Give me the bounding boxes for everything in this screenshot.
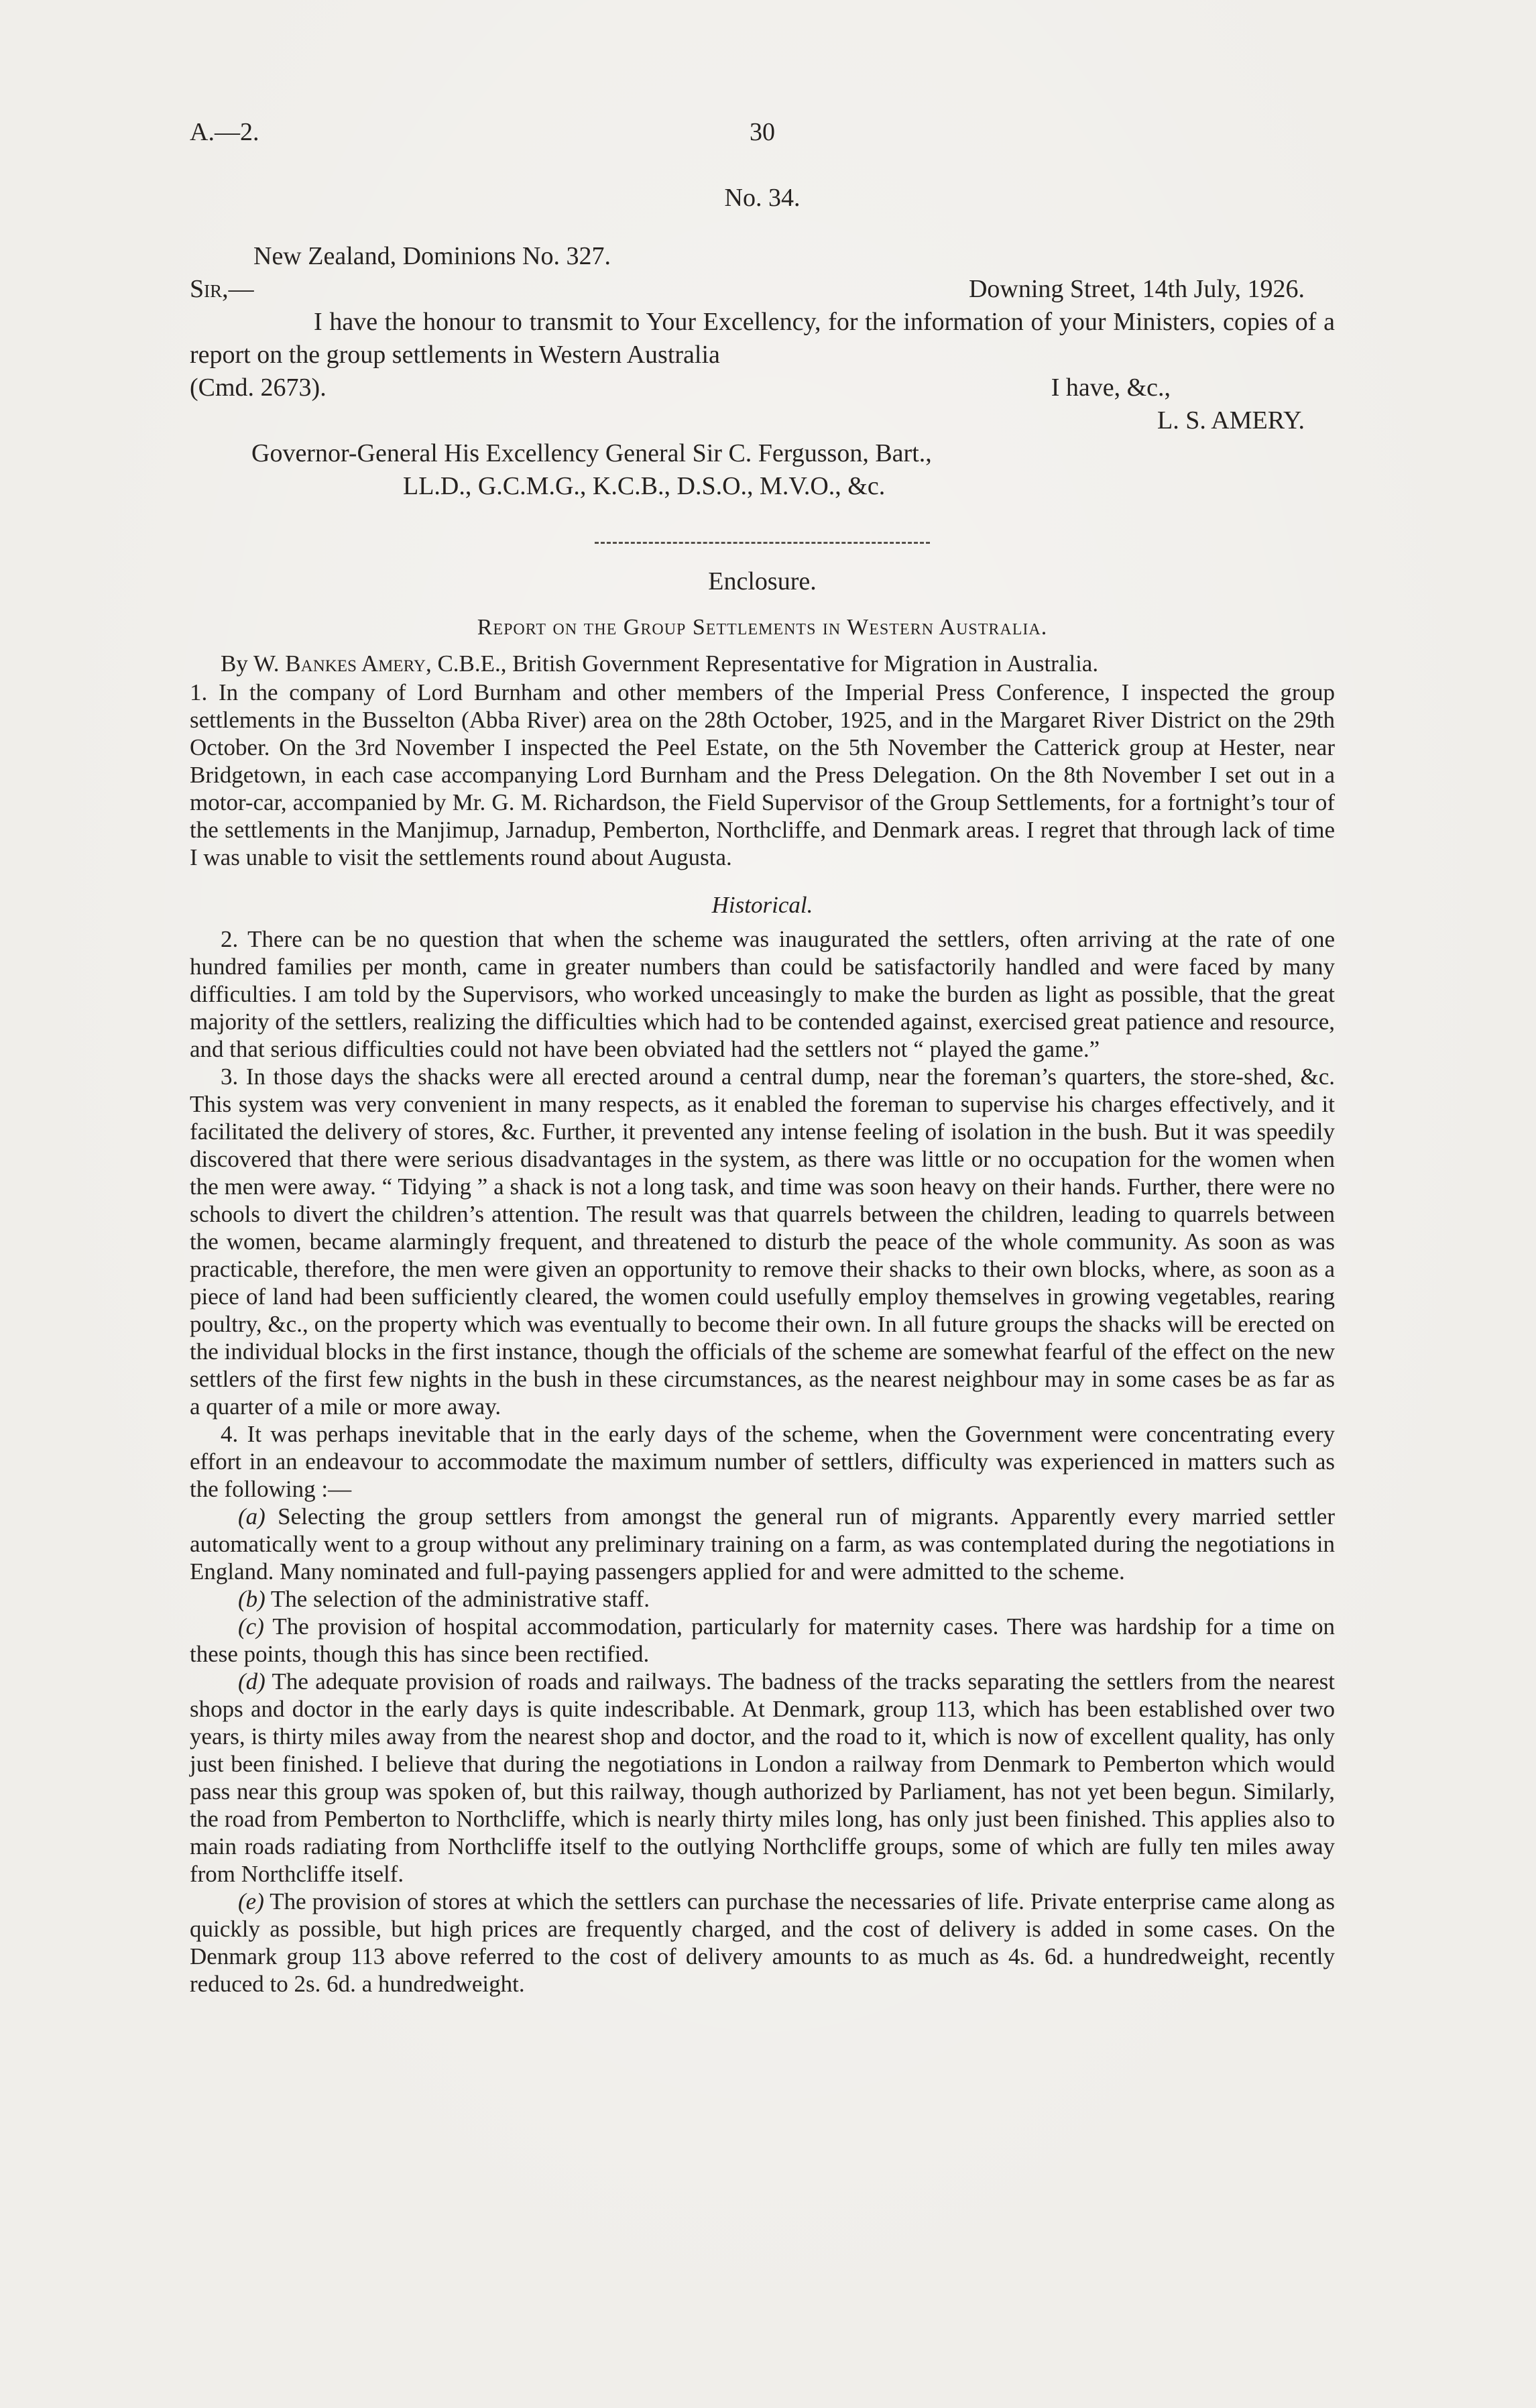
page-number: 30 — [750, 118, 775, 146]
report-byline — [190, 650, 1335, 677]
byline-prefix: By W. — [221, 650, 286, 677]
list-item-text: The provision of hospital accommodation, particularly for maternity cases. There was hardship for a time on these points, though this has since been rectified. — [190, 1613, 1335, 1667]
report-list-item-e — [190, 1888, 1335, 1998]
salutation-row — [190, 273, 1335, 306]
byline-suffix: , C.B.E., British Government Representative for Migration in Australia. — [425, 650, 1099, 677]
list-item-text: The provision of stores at which the settlers can purchase the necessaries of life. Private enterprise came along as quickly as possible, but high prices are frequently charged, and the cost of delivery is added in some cases. On the Denmark group 113 above referred to the cost of delivery amounts to as much as 4s. 6d. a hundredweight, recently reduced to 2s. 6d. a hundredweight. — [190, 1888, 1335, 1997]
signature: L. S. AMERY. — [1157, 406, 1305, 435]
document-reference: A.—2. — [190, 118, 259, 146]
section-divider — [595, 542, 930, 544]
addressee-line-2: LL.D., G.C.M.G., K.C.B., D.S.O., M.V.O., &c. — [403, 472, 886, 500]
report-body — [190, 650, 1335, 1998]
list-item-text: The selection of the administrative staff. — [265, 1586, 650, 1612]
report-paragraph-1: 1. In the company of Lord Burnham and other members of the Imperial Press Conference, I inspected the group settlements in the Busselton (Abba River) area on the 28th October, 1925, and in the Margaret River District on the 29th October. On the 3rd November I inspected the Peel Estate, on the 5th November the Catterick group at Hester, near Bridgetown, in each case accompanying Lord Burnham and the Press Delegation. On the 8th November I set out in a motor-car, accompanied by Mr. G. M. Richardson, the Field Supervisor of the Group Settlements, for a fortnight’s tour of the settlements in the Manjimup, Jarnadup, Pemberton, Northcliffe, and Denmark areas. I regret that through lack of time I was unable to visit the settlements round about Augusta. — [190, 679, 1335, 870]
item-number-heading: No. 34. — [724, 184, 801, 212]
valediction: I have, &c., — [1051, 374, 1171, 402]
report-list-item-c — [190, 1613, 1335, 1668]
list-item-label: (a) — [238, 1503, 265, 1530]
byline-author-name: Bankes Amery — [285, 650, 426, 677]
command-paper-reference: (Cmd. 2673). — [190, 374, 327, 402]
list-item-label: (c) — [238, 1613, 264, 1640]
despatch-reference: New Zealand, Dominions No. 327. — [253, 242, 611, 270]
list-item-label: (e) — [238, 1888, 264, 1914]
dateline: Downing Street, 14th July, 1926. — [968, 275, 1305, 303]
list-item-label: (b) — [238, 1586, 265, 1612]
letter-last-line — [190, 371, 1335, 404]
report-paragraph-4: 4. It was perhaps inevitable that in the early days of the scheme, when the Government were concentrating every effort in an endeavour to accommodate the maximum number of settlers, difficulty was experienced in matters such as the following :— — [190, 1421, 1335, 1502]
list-item-text: Selecting the group settlers from amongst the general run of migrants. Apparently every married settler automatically went to a group without any preliminary training on a farm, as was contemplated during the negotiations in England. Many nominated and full-paying passengers applied for and were admitted to the scheme. — [190, 1503, 1335, 1585]
list-item-label: (d) — [238, 1668, 265, 1695]
report-paragraph-3: 3. In those days the shacks were all erected around a central dump, near the foreman’s quarters, the store-shed, &c. This system was very convenient in many respects, as it enabled the foreman to supervise his charges effectively, and it facilitated the delivery of stores, &c. Further, it prevented any intense feeling of isolation in the bush. But it was speedily discovered that there were serious disadvantages in the system, as there was little or no occupation for the women when the men were away. “ Tidying ” a shack is not a long task, and time was soon heavy on their hands. Further, there were no schools to divert the children’s attention. The result was that quarrels between the children, leading to quarrels between the women, became alarmingly frequent, and threatened to disturb the peace of the whole community. As soon as was practicable, therefore, the men were given an opportunity to remove their shacks to their own blocks, where, as soon as a piece of land had been sufficiently cleared, the women could usefully employ themselves in growing vegetables, rearing poultry, &c., on the property which was eventually to become their own. In all future groups the shacks will be erected on the individual blocks in the first instance, though the officials of the scheme are somewhat fearful of the effect on the new settlers of the first few nights in the bush in these circumstances, as the nearest neighbour may in some cases be as far as a quarter of a mile or more away. — [190, 1064, 1335, 1420]
addressee-line-1: Governor-General His Excellency General Sir C. Fergusson, Bart., — [251, 439, 932, 467]
section-heading-historical: Historical. — [711, 892, 813, 918]
page-header — [190, 117, 1335, 151]
letter-body: I have the honour to transmit to Your Excellency, for the information of your Ministers, copies of a report on the group settlements in Western Australia — [190, 308, 1335, 369]
covering-letter — [190, 182, 1335, 503]
salutation: Sir,— — [190, 275, 254, 303]
list-item-text: The adequate provision of roads and railways. The badness of the tracks separating the settlers from the nearest shops and doctor in the early days is quite indescribable. At Denmark, group 113, which has been established over two years, is thirty miles away from the nearest shop and doctor, and the road to it, which is now of excellent quality, has only just been finished. I believe that during the negotiations in London a railway from Denmark to Pemberton which would pass near this group was spoken of, but this railway, though authorized by Parliament, has not yet been begun. Similarly, the road from Pemberton to Northcliffe, which is nearly thirty miles long, has only just been finished. This applies also to main roads radiating from Northcliffe itself to the outlying Northcliffe groups, some of which are fully ten miles away from Northcliffe itself. — [190, 1668, 1335, 1887]
report-paragraph-2: 2. There can be no question that when the scheme was inaugurated the settlers, often arriving at the rate of one hundred families per month, came in greater numbers than could be satisfactorily handled and were faced by many difficulties. I am told by the Supervisors, who worked unceasingly to make the burden as light as possible, that the great majority of the settlers, realizing the difficulties which had to be contended against, exercised great patience and resource, and that serious difficulties could not have been obviated had the settlers not “ played the game.” — [190, 926, 1335, 1062]
report-list-item-a — [190, 1503, 1335, 1585]
enclosure-heading: Enclosure. — [708, 567, 817, 595]
report-list-item-b — [190, 1585, 1335, 1613]
report-title: Report on the Group Settlements in Western Australia. — [477, 615, 1048, 640]
report-list-item-d — [190, 1668, 1335, 1888]
